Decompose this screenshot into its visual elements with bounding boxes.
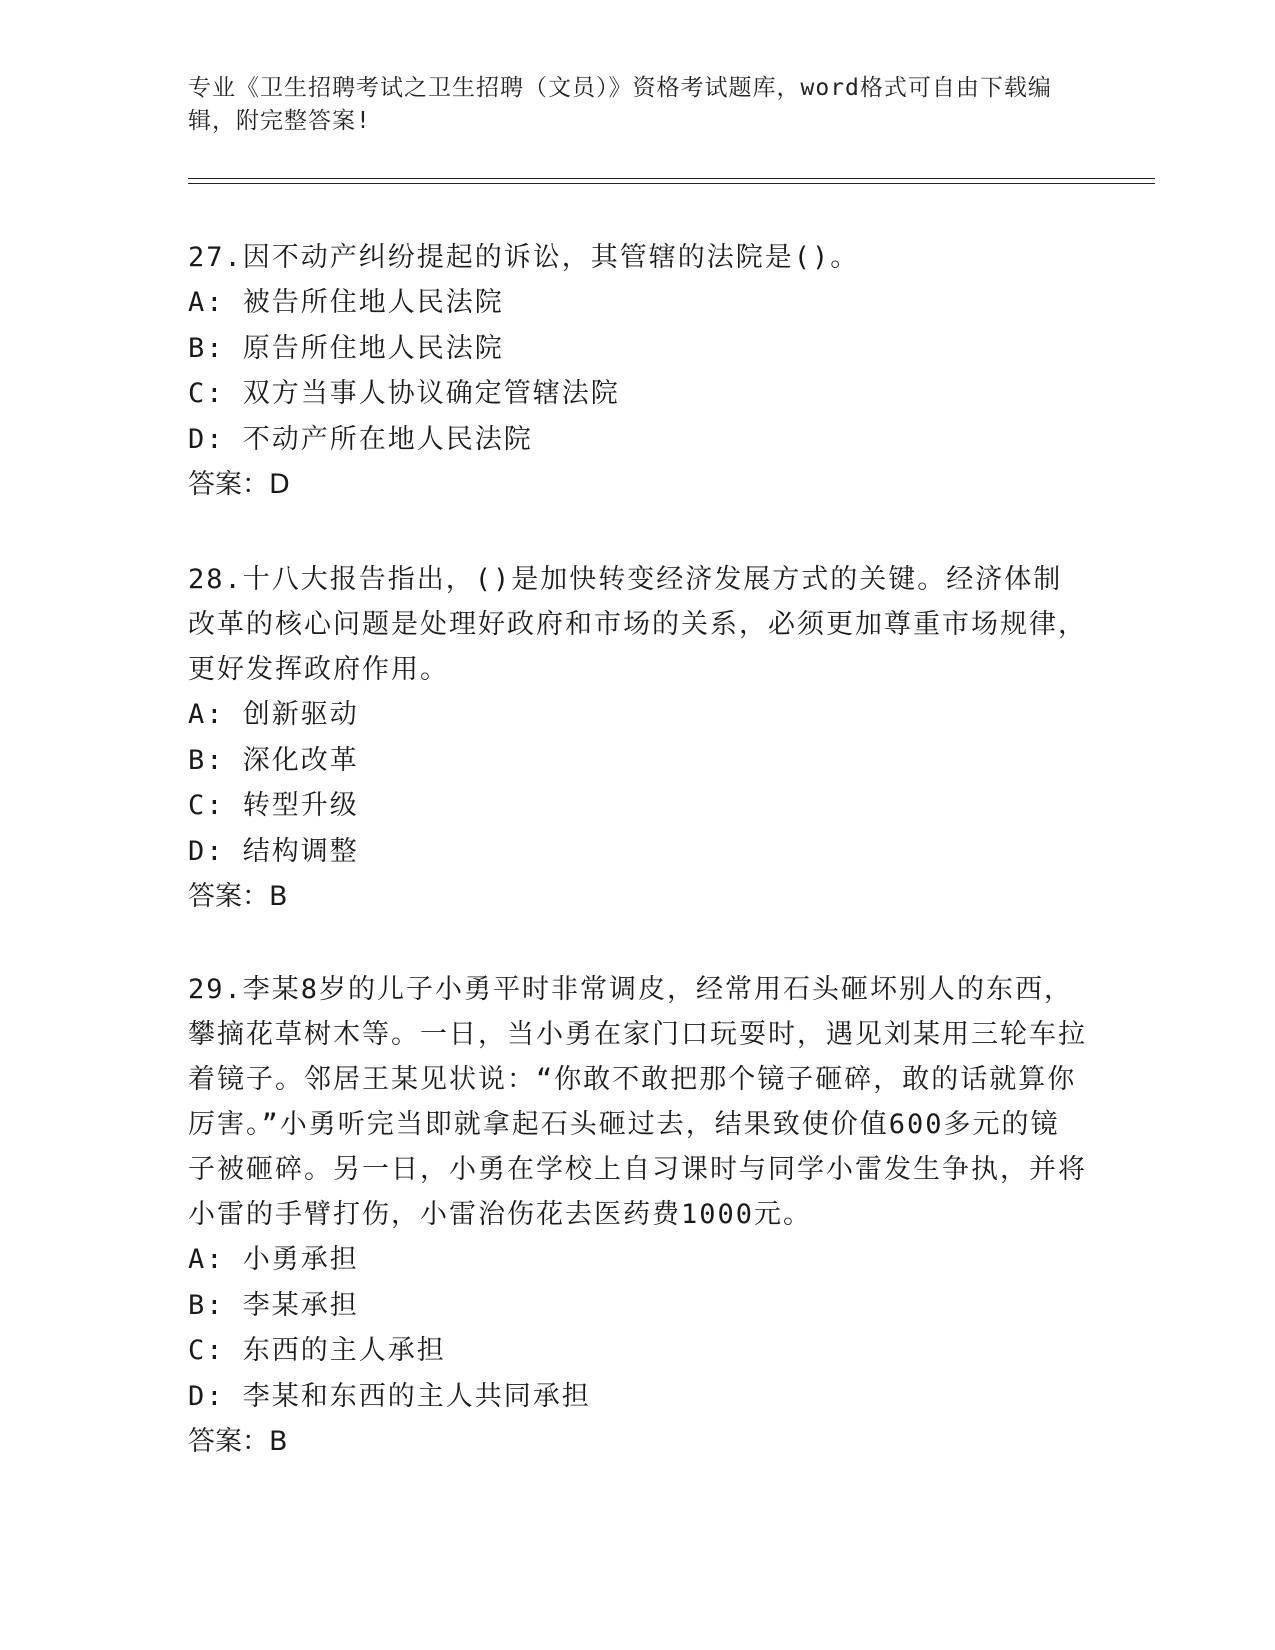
option-d: D: 不动产所在地人民法院 [188, 423, 533, 455]
option-d: D: 结构调整 [188, 835, 359, 867]
option-b: B: 李某承担 [188, 1289, 359, 1321]
document-header: 专业《卫生招聘考试之卫生招聘（文员）》资格考试题库，word格式可自由下载编辑，附完整答案! [188, 75, 1052, 134]
option-a: A: 小勇承担 [188, 1244, 359, 1275]
option-c: C: 双方当事人协议确定管辖法院 [188, 378, 620, 409]
option-b: B: 深化改革 [188, 744, 359, 776]
option-d: D: 李某和东西的主人共同承担 [188, 1380, 591, 1412]
question-stem: 27.因不动产纠纷提起的诉讼，其管辖的法院是()。 [188, 242, 860, 273]
answer: 答案：B [188, 1426, 288, 1457]
answer: 答案：D [188, 469, 290, 500]
option-b: B: 原告所住地人民法院 [188, 332, 504, 364]
option-c: C: 东西的主人承担 [188, 1335, 446, 1366]
option-c: C: 转型升级 [188, 790, 359, 821]
question-27 [188, 235, 1088, 507]
option-a: A: 被告所住地人民法院 [188, 287, 504, 318]
question-29 [188, 967, 1088, 1464]
header-divider-top [188, 178, 1155, 179]
question-28 [188, 557, 1088, 919]
option-a: A: 创新驱动 [188, 699, 359, 730]
answer: 答案：B [188, 881, 288, 912]
question-stem: 29.李某8岁的儿子小勇平时非常调皮，经常用石头砸坏别人的东西，攀摘花草树木等。一日，当小勇在家门口玩耍时，遇见刘某用三轮车拉着镜子。邻居王某见状说：“你敢不敢把那个镜子砸碎，敢的话就算你厉害。”小勇听完当即就拿起石头砸过去，结果致使价值600多元的镜子被砸碎。另一日，小勇在学校上自习课时与同学小雷发生争执，并将小雷的手臂打伤，小雷治伤花去医药费1000元。 [188, 974, 1087, 1230]
header-divider-bottom [188, 183, 1155, 184]
question-stem: 28.十八大报告指出，()是加快转变经济发展方式的关键。经济体制改革的核心问题是处理好政府和市场的关系，必须更加尊重市场规律，更好发挥政府作用。 [188, 564, 1087, 685]
